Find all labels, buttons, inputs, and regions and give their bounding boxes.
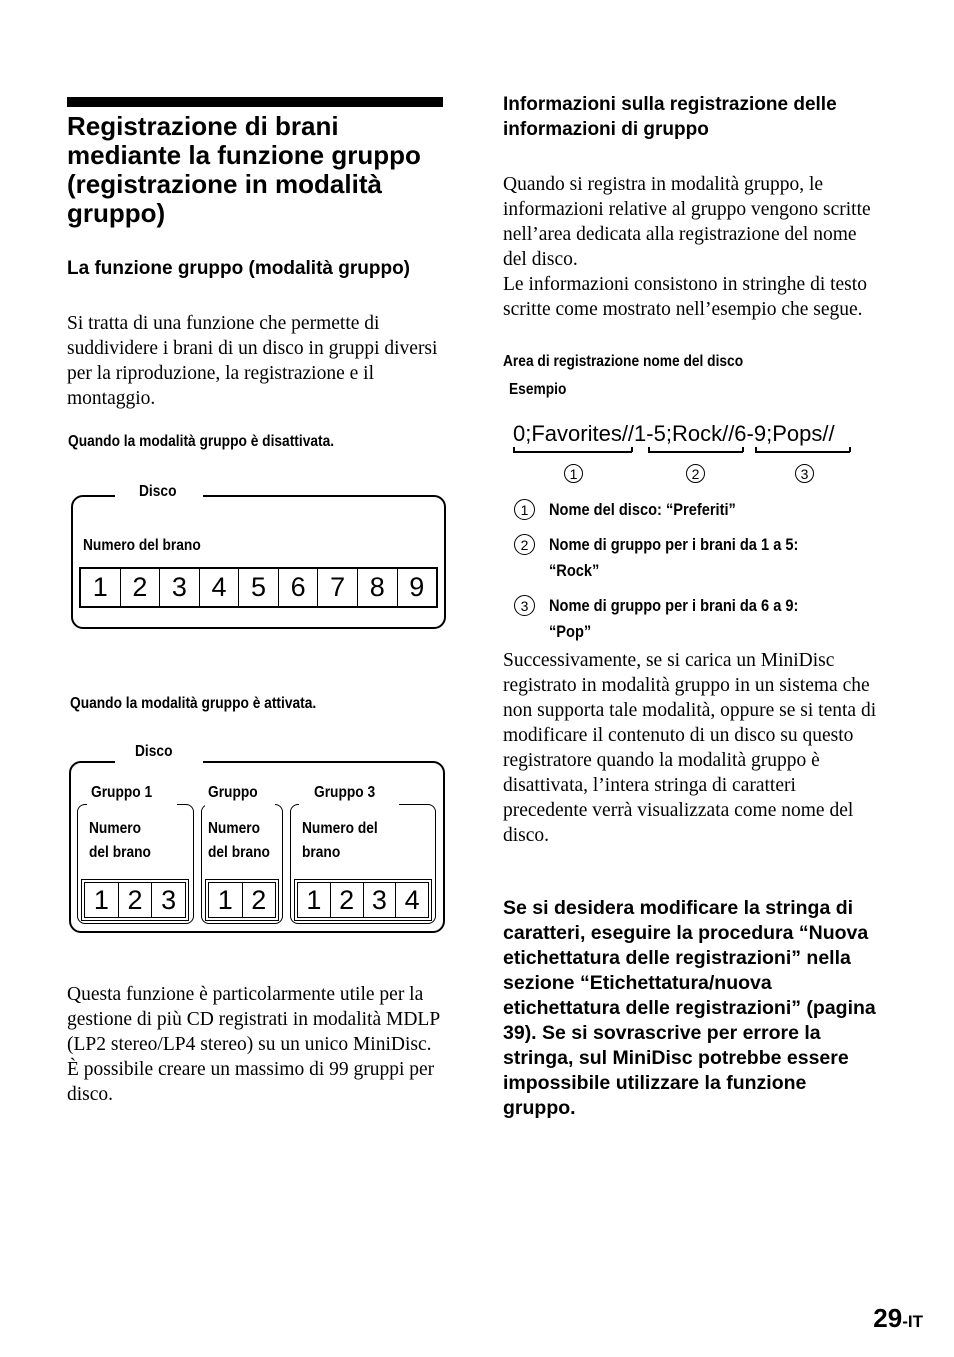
- item-text: Nome del disco: “Preferiti”: [549, 500, 736, 519]
- marker-3: 3: [795, 464, 814, 483]
- track-cell: 1: [298, 883, 331, 917]
- title-rule: [67, 97, 443, 107]
- group-track-cells: [208, 882, 276, 918]
- track-cell: 3: [160, 569, 200, 606]
- main-title: Registrazione di brani mediante la funzione gruppo (registrazione in modalità gruppo): [67, 111, 421, 228]
- caption-group-mode-off: Quando la modalità gruppo è disattivata.: [68, 433, 335, 450]
- diagram-group-on: [69, 740, 445, 935]
- item-text: Nome di gruppo per i brani da 1 a 5:: [549, 535, 799, 554]
- example-label: Esempio: [509, 381, 567, 398]
- item-text: “Pop”: [549, 622, 592, 641]
- track-cell: 2: [251, 884, 267, 915]
- page-language-suffix: -IT: [902, 1312, 923, 1331]
- group-track-label: Numero del: [302, 820, 378, 837]
- track-cell: 4: [404, 884, 420, 915]
- item-marker-1: 1: [514, 499, 535, 520]
- item-text: “Rock”: [549, 561, 600, 580]
- group-track-cells: [297, 882, 429, 918]
- group-track-label: brano: [302, 844, 341, 861]
- track-cell: 3: [364, 883, 397, 917]
- group-track-label: del brano: [208, 844, 270, 861]
- group-label: Gruppo 1: [91, 784, 153, 801]
- intro-paragraph: Si tratta di una funzione che permette di suddividere i brani di un disco in gruppi diversi per la riproduzione, la registrazione e il montaggio.: [67, 313, 438, 409]
- disc-frame: [71, 495, 446, 629]
- item-marker-2: 2: [514, 534, 535, 555]
- group-label: Gruppo 3: [314, 784, 376, 801]
- caption-group-mode-on: Quando la modalità gruppo è attivata.: [70, 695, 317, 712]
- track-cell: 3: [161, 884, 177, 915]
- section-title-group-info: Informazioni sulla registrazione delle informazioni di gruppo: [503, 94, 837, 140]
- diagram-group-off: [71, 478, 446, 630]
- track-cell: 1: [81, 569, 121, 606]
- disc-label: Disco: [135, 743, 173, 760]
- closing-paragraph: Questa funzione è particolarmente utile per la gestione di più CD registrati in modalità MDLP (LP2 stereo/LP4 stereo) su un unico MiniDisc. È possibile creare un massimo di 99 gruppi per disco.: [67, 984, 440, 1105]
- track-cell: 5: [239, 569, 279, 606]
- group-info-paragraph-2: Le informazioni consistono in stringhe di testo scritte come mostrato nell’esempio che segue.: [503, 274, 867, 320]
- group-track-cells: [84, 882, 186, 918]
- track-cell: 2: [331, 883, 364, 917]
- track-cell: 4: [200, 569, 240, 606]
- disc-label: Disco: [139, 483, 177, 500]
- track-cell: 2: [121, 569, 161, 606]
- segment-underline: [648, 451, 743, 453]
- marker-2: 2: [686, 464, 705, 483]
- page-number: 29-IT: [873, 1303, 923, 1333]
- segment-underline: [513, 451, 632, 453]
- track-cell: 8: [358, 569, 398, 606]
- track-number-label: Numero del brano: [83, 537, 201, 554]
- group-info-paragraph-1: Quando si registra in modalità gruppo, le informazioni relative al gruppo vengono scritte nell’area dedicata alla registrazione del nome del disco.: [503, 174, 871, 270]
- area-label: Area di registrazione nome del disco: [503, 353, 744, 370]
- example-string: 0;Favorites//1-5;Rock//6-9;Pops//: [513, 421, 835, 446]
- group-info-paragraph: [503, 172, 883, 322]
- group-track-label: Numero: [208, 820, 260, 837]
- track-cell: 7: [318, 569, 358, 606]
- section-title-group-function: La funzione gruppo (modalità gruppo): [67, 258, 411, 279]
- track-cell: 6: [279, 569, 319, 606]
- track-cell: 1: [209, 883, 243, 917]
- group-label: Gruppo: [208, 784, 258, 801]
- track-cells: [79, 567, 438, 608]
- segment-underline: [755, 451, 850, 453]
- track-cell: 9: [409, 572, 425, 602]
- marker-1: 1: [564, 464, 583, 483]
- track-cell: 2: [119, 883, 153, 917]
- group-track-label: Numero: [89, 820, 141, 837]
- track-cell: 1: [85, 883, 119, 917]
- item-marker-3: 3: [514, 595, 535, 616]
- compatibility-paragraph: Successivamente, se si carica un MiniDisc registrato in modalità gruppo in un sistema che non supporta tale modalità, oppure se si tenta di modificare il contenuto di un disco su questo registratore quando la modalità gruppo è disattivata, l’intera stringa di caratteri precedente verrà visualizzata come nome del disco.: [503, 650, 877, 846]
- warning-note: Se si desidera modificare la stringa di caratteri, eseguire la procedura “Nuova etichettatura delle registrazioni” nella sezione “Etichettatura/nuova etichettatura delle registrazioni” (pagina 39). Se si sovrascrive per errore la stringa, sul MiniDisc potrebbe essere impossibile utilizzare la funzione gruppo.: [503, 897, 876, 1119]
- group-track-label: del brano: [89, 844, 151, 861]
- item-text: Nome di gruppo per i brani da 6 a 9:: [549, 596, 799, 615]
